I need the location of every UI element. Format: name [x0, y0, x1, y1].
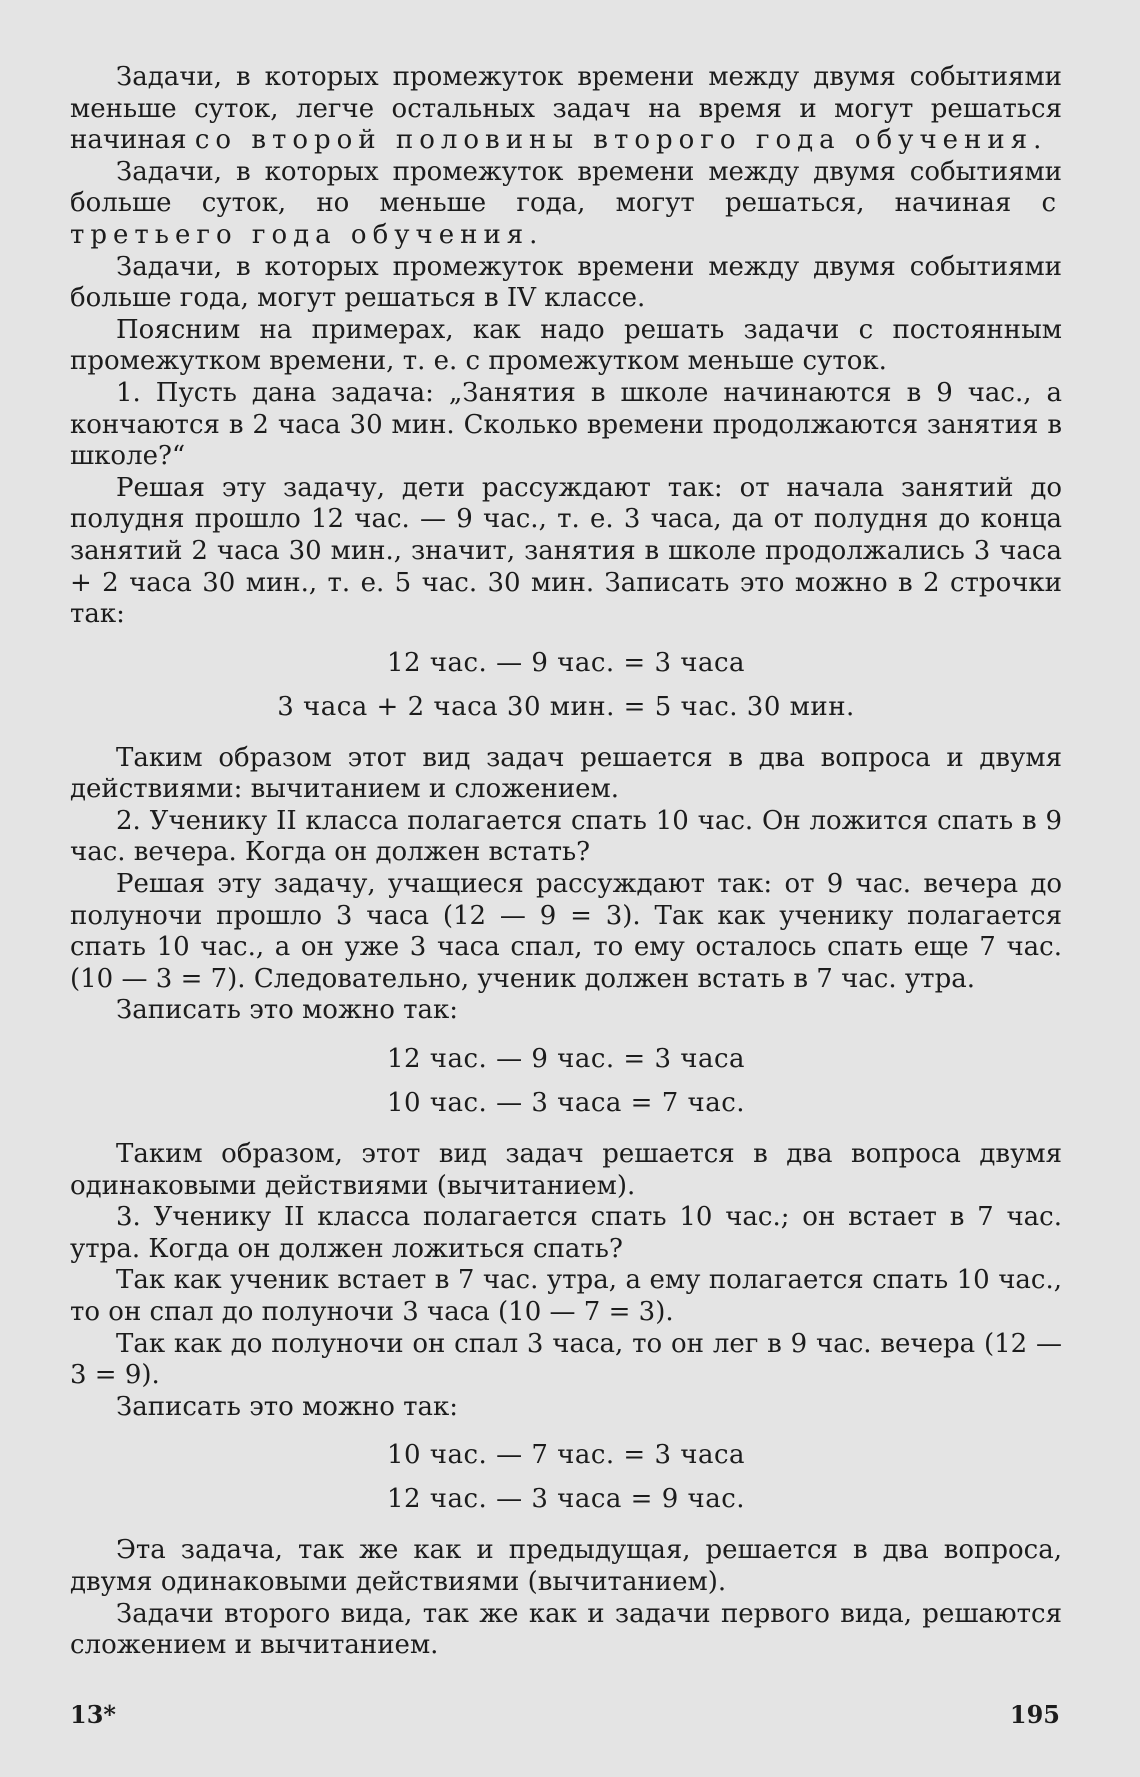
- formula-line: 10 час. — 7 час. = 3 часа: [386, 1440, 746, 1471]
- spaced-emphasis: со второй половины второго года обучения: [194, 125, 1034, 156]
- example-3-formulas: [70, 1433, 1062, 1521]
- paragraph-3: Задачи, в которых промежуток времени между двумя событиями больше года, могут решаться в IV классе.: [70, 251, 1062, 314]
- formula-line: 3 часа + 2 часа 30 мин. = 5 час. 30 мин.: [277, 691, 855, 722]
- spaced-emphasis: с третьего года обучения: [70, 188, 1062, 250]
- formula-line: 10 час. — 3 часа = 7 час.: [386, 1088, 746, 1119]
- example-2-formulas: [70, 1037, 1062, 1125]
- example-1-reasoning: Решая эту задачу, дети рассуждают так: от начала занятий до полудня прошло 12 час. — 9 час., т. е. 3 часа, да от полудня до конца занятий 2 часа 30 мин., значит, занятия в школе продолжались 3 часа + 2 часа 30 мин., т. е. 5 час. 30 мин. Записать это можно в 2 строчки так:: [70, 472, 1062, 630]
- example-3-conclusion: Эта задача, так же как и предыдущая, решается в два вопроса, двумя одинаковыми действиями (вычитанием).: [70, 1535, 1062, 1597]
- example-2-statement: 2. Ученику II класса полагается спать 10 час. Он ложится спать в 9 час. вечера. Когда он должен встать?: [70, 805, 1062, 868]
- paragraph-1: Задачи, в которых промежуток времени между двумя событиями меньше суток, легче остальных задач на время и могут решаться начиная со второй половины второго года обучения.: [70, 62, 1062, 156]
- formula-line: 12 час. — 3 часа = 9 час.: [386, 1484, 746, 1515]
- page-number: 195: [1009, 1700, 1060, 1729]
- example-3-reasoning-2: Так как до полуночи он спал 3 часа, то он лег в 9 час. вечера (12 — 3 = 9).: [70, 1328, 1062, 1391]
- example-3-reasoning-1: Так как ученик встает в 7 час. утра, а ему полагается спать 10 час., то он спал до полуночи 3 часа (10 — 7 = 3).: [70, 1265, 1062, 1327]
- example-2-reasoning: Решая эту задачу, учащиеся рассуждают так: от 9 час. вечера до полуночи прошло 3 часа (12 — 9 = 3). Так как ученику полагается спать 10 час., а он уже 3 часа спал, то ему осталось спать еще 7 час. (10 — 3 = 7). Следовательно, ученик должен встать в 7 час. утра.: [70, 869, 1062, 994]
- signature-mark: 13*: [70, 1700, 116, 1729]
- example-1-statement: 1. Пусть дана задача: „Занятия в школе начинаются в 9 час., а кончаются в 2 часа 30 мин. Сколько времени продолжаются занятия в школе?“: [70, 377, 1062, 472]
- formula-line: 12 час. — 9 час. = 3 часа: [386, 1044, 746, 1075]
- example-1-conclusion: Таким образом этот вид задач решается в два вопроса и двумя действиями: вычитанием и сложением.: [70, 742, 1062, 805]
- example-3-statement: 3. Ученику II класса полагается спать 10 час.; он встает в 7 час. утра. Когда он должен ложиться спать?: [70, 1202, 1062, 1264]
- closing-paragraph: Задачи второго вида, так же как и задачи первого вида, решаются сложением и вычитанием.: [70, 1598, 1062, 1661]
- formula-line: 12 час. — 9 час. = 3 часа: [386, 647, 746, 678]
- example-2-write-intro: Записать это можно так:: [116, 995, 459, 1026]
- page-text: [70, 62, 1062, 1662]
- example-3-write-intro: Записать это можно так:: [116, 1391, 459, 1422]
- paragraph-4: Поясним на примерах, как надо решать задачи с постоянным промежутком времени, т. е. с промежутком меньше суток.: [70, 314, 1062, 377]
- paragraph-2: Задачи, в которых промежуток времени между двумя событиями больше суток, но меньше года, могут решаться, начиная с третьего года обучения.: [70, 156, 1062, 250]
- example-2-conclusion: Таким образом, этот вид задач решается в два вопроса двумя одинаковыми действиями (вычитанием).: [70, 1139, 1062, 1201]
- example-1-formulas: [70, 641, 1062, 729]
